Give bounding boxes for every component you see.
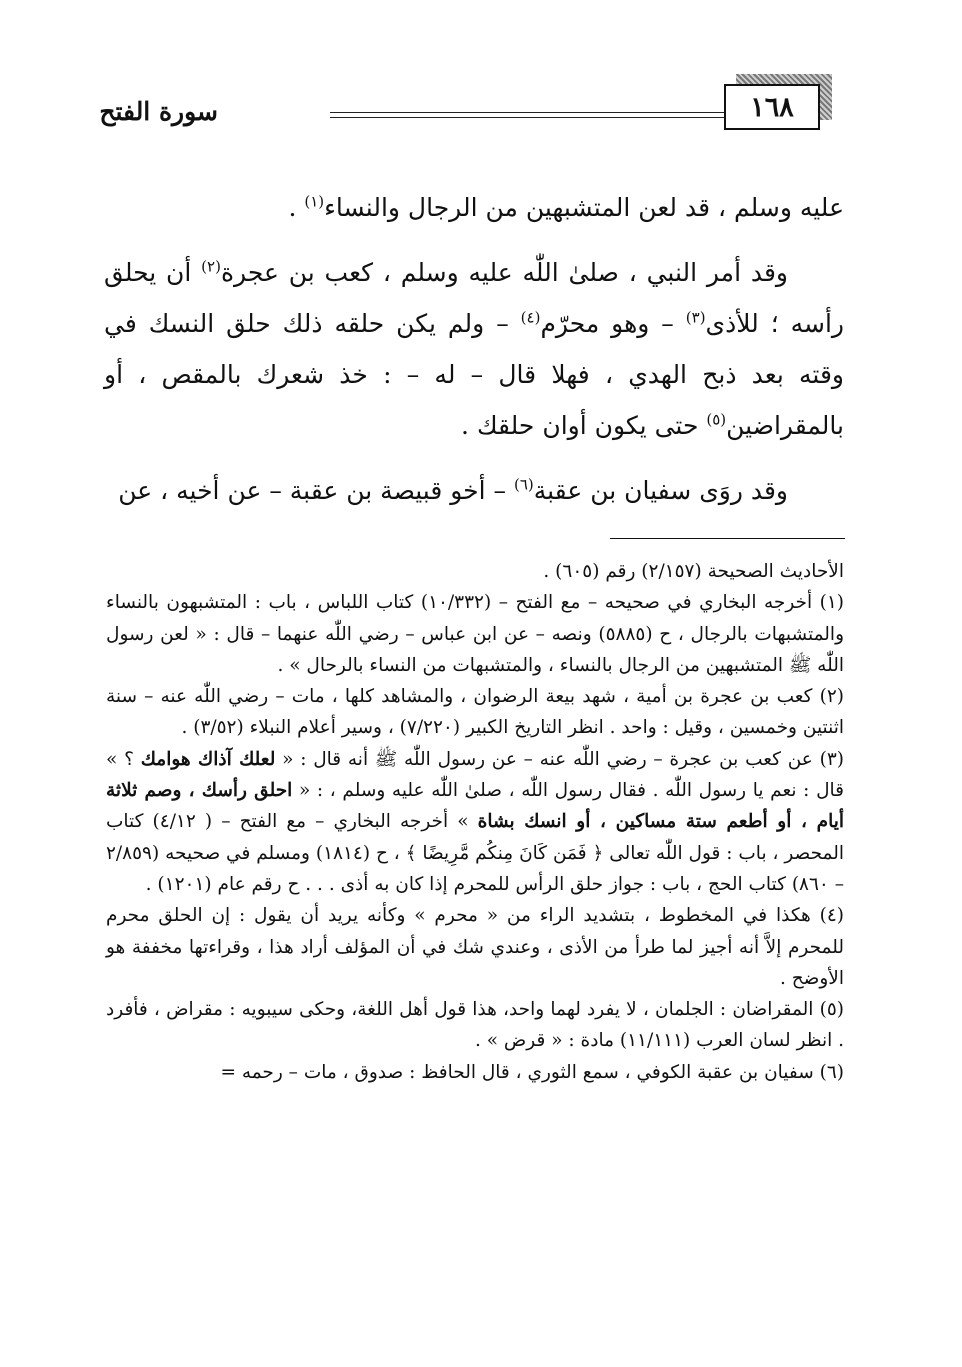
surah-title: سورة الفتح bbox=[99, 97, 218, 126]
hadith-quote-bold-1: لعلك آذاك هوامك bbox=[140, 748, 276, 770]
footnote-ref-6: (٦) bbox=[513, 475, 534, 494]
page-number-box bbox=[724, 84, 820, 130]
footnote-ref-1: (١) bbox=[304, 192, 325, 211]
page-number: ١٦٨ bbox=[750, 91, 794, 123]
header-rule-top bbox=[330, 112, 724, 113]
footnote-separator bbox=[610, 538, 845, 539]
main-text bbox=[104, 182, 844, 530]
footnote-ref-5: (٥) bbox=[706, 410, 727, 429]
footnote-5: (٥) المقراضان : الجلمان ، لا يفرد لهما واحد، هذا قول أهل اللغة، وحكى سيبويه : مقراض ، فأفرد . انظر لسان العرب (١١/١١١) مادة : « قرض » . bbox=[106, 999, 844, 1052]
footnote-3: (٣) عن كعب بن عجرة – رضي اللّٰه عنه – عن رسول اللّٰه ﷺ أنه قال : « لعلك آذاك هوامك ؟ » قال : نعم يا رسول اللّٰه . فقال رسول اللّٰه ، صلىٰ اللّٰه عليه وسلم ، : « احلق رأسك ، وصم ثلاثة أيام ، أو أطعم ستة مساكين ، أو انسك بشاة » أخرجه البخاري – مع الفتح – ( ٤/١٢) كتاب المحصر ، باب : قول اللّٰه تعالى ﴿ فَمَن كَانَ مِنكُم مَّرِيضًا ﴾ ، ح (١٨١٤) ومسلم في صحيحه (٢/٨٥٩ – ٨٦٠) كتاب الحج ، باب : جواز حلق الرأس للمحرم إذا كان به أذى . . . ح رقم عام (١٢٠١) . bbox=[106, 748, 844, 895]
footnote-ref-2: (٢) bbox=[201, 257, 221, 276]
paragraph-3: وقد روَى سفيان بن عقبة$^{(٦)}$ – أخو قبيصة بن عقبة – عن أخيه ، عن bbox=[118, 475, 788, 505]
footnote-ref-4: (٤) bbox=[520, 308, 541, 327]
footnote-4: (٤) هكذا في المخطوط ، بتشديد الراء من « محرم » وكأنه يريد أن يقول : إن الحلق محرم للمحرم إلاَّ أنه أجيز لما طرأ من الأذى ، وعندي شك في أن المؤلف أراد هذا ، وقراءتها مخففة هو الأوضح . bbox=[106, 905, 844, 989]
footnote-6: (٦) سفيان بن عقبة الكوفي ، سمع الثوري ، قال الحافظ : صدوق ، مات – رحمه = bbox=[220, 1061, 844, 1083]
footnote-1: (١) أخرجه البخاري في صحيحه – مع الفتح – (١٠/٣٣٢) كتاب اللباس ، باب : المتشبهون بالنساء والمتشبهات بالرجال ، ح (٥٨٨٥) ونصه – عن ابن عباس – رضي اللّٰه عنهما – قال : « لعن رسول اللّٰه ﷺ المتشبهين من الرجال بالنساء ، والمتشبهات من النساء بالرحال » . bbox=[106, 592, 845, 676]
hadith-quote-bold-2: احلق رأسك ، وصم ثلاثة أيام ، أو أطعم ستة مساكين ، أو انسك بشاة bbox=[106, 780, 844, 833]
footnote-ref-3: (٣) bbox=[685, 308, 706, 327]
footnote-2: (٢) كعب بن عجرة بن أمية ، شهد بيعة الرضوان ، والمشاهد كلها ، مات – رضي اللّٰه عنه – سنة اثنتين وخمسين ، وقيل : واحد . انظر التاريخ الكبير (٧/٢٢٠) ، وسير أعلام النبلاء (٣/٥٢) . bbox=[106, 686, 844, 739]
header-rule-bottom bbox=[330, 117, 724, 118]
paragraph-1: عليه وسلم ، قد لعن المتشبهين من الرجال والنساء$^{(١)}$ . bbox=[288, 192, 844, 222]
footnote-continuation: الأحاديث الصحيحة (٢/١٥٧) رقم (٦٠٥) . bbox=[543, 561, 844, 582]
paragraph-2: وقد أمر النبي ، صلىٰ اللّٰه عليه وسلم ، كعب بن عجرة$^{(٢)}$ أن يحلق رأسه ؛ للأذى$^{(٣)}$ – وهو محرّم$^{(٤)}$ – ولم يكن حلقه ذلك حلق النسك في وقته بعد ذبح الهدي ، فهلا قال – له – : خذ شعرك بالمقص ، أو بالمقراضين$^{(٥)}$ حتى يكون أوان حلقك . bbox=[104, 257, 844, 440]
footnotes bbox=[106, 556, 844, 1088]
